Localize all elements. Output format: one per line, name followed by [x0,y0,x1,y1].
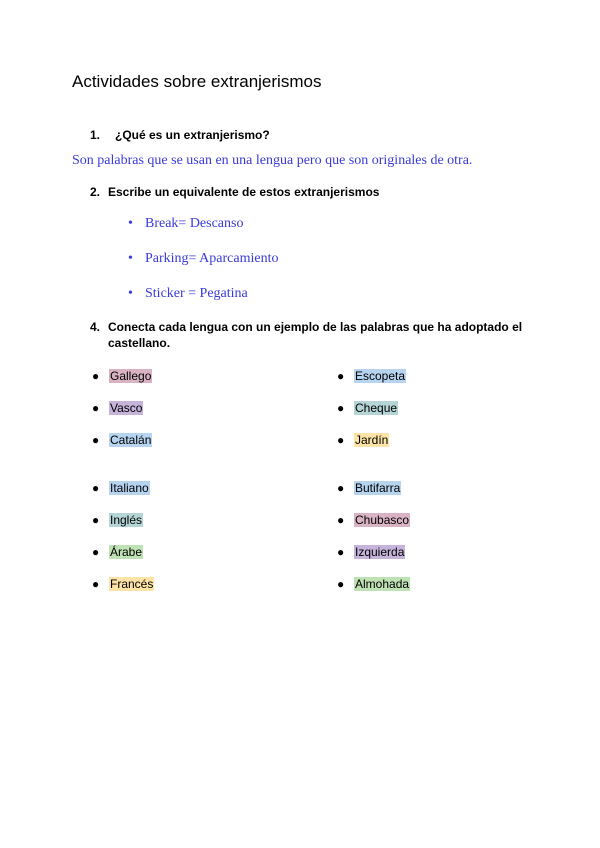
question-4 [90,319,522,351]
words-list-1 [337,368,406,464]
question-4-text-line2: castellano. [108,336,171,350]
bullet-icon: ● [337,513,345,527]
word-label: Chubasco [355,513,410,527]
word-label: Izquierda [355,545,405,559]
equivalents-list [128,215,278,320]
answer-1: Son palabras que se usan en una lengua pero que son originales de otra. [72,153,473,168]
question-2 [90,184,379,200]
language-label: Gallego [110,369,152,383]
languages-list-1 [92,368,152,464]
bullet-icon: ● [92,513,100,527]
language-label: Italiano [110,481,149,495]
language-label: Árabe [110,545,143,559]
bullet-icon: ● [92,369,100,383]
list-item [92,480,154,512]
list-item [92,544,154,576]
bullet-icon: ● [92,545,100,559]
word-label: Escopeta [355,369,406,383]
bullet-icon: ● [92,433,100,447]
list-item [337,544,410,576]
word-label: Butifarra [355,481,401,495]
question-4-text-line1: Conecta cada lengua con un ejemplo de las palabras que ha adoptado el [108,320,523,334]
list-item [337,368,406,400]
bullet-icon: ● [337,369,345,383]
languages-list-2 [92,480,154,608]
list-item [337,576,410,608]
list-item [337,512,410,544]
question-1 [90,127,270,143]
list-item [92,368,152,400]
bullet-icon: ● [92,401,100,415]
list-item: • Parking= Aparcamiento [128,250,278,285]
list-item [92,432,152,464]
list-item [92,512,154,544]
page-title: Actividades sobre extranjerismos [72,72,322,91]
question-2-text: Escribe un equivalente de estos extranjerismos [108,185,380,199]
question-1-number: 1. [90,128,101,142]
language-label: Vasco [110,401,143,415]
word-label: Cheque [355,401,398,415]
list-item [337,480,410,512]
bullet-icon: ● [337,545,345,559]
list-item: • Break= Descanso [128,215,278,250]
language-label: Inglés [110,513,143,527]
bullet-icon: ● [337,577,345,591]
language-label: Catalán [110,433,152,447]
words-list-2 [337,480,410,608]
list-item [92,400,152,432]
bullet-icon: ● [92,577,100,591]
list-item [92,576,154,608]
bullet-icon: ● [337,433,345,447]
bullet-icon: ● [337,401,345,415]
language-label: Francés [110,577,154,591]
question-1-text: ¿Qué es un extranjerismo? [115,128,270,142]
list-item [337,432,406,464]
list-item: • Sticker = Pegatina [128,285,278,320]
bullet-icon: ● [337,481,345,495]
bullet-icon: ● [92,481,100,495]
question-2-number: 2. [90,185,101,199]
word-label: Almohada [355,577,410,591]
list-item [337,400,406,432]
question-4-number: 4. [90,320,101,334]
word-label: Jardín [355,433,389,447]
